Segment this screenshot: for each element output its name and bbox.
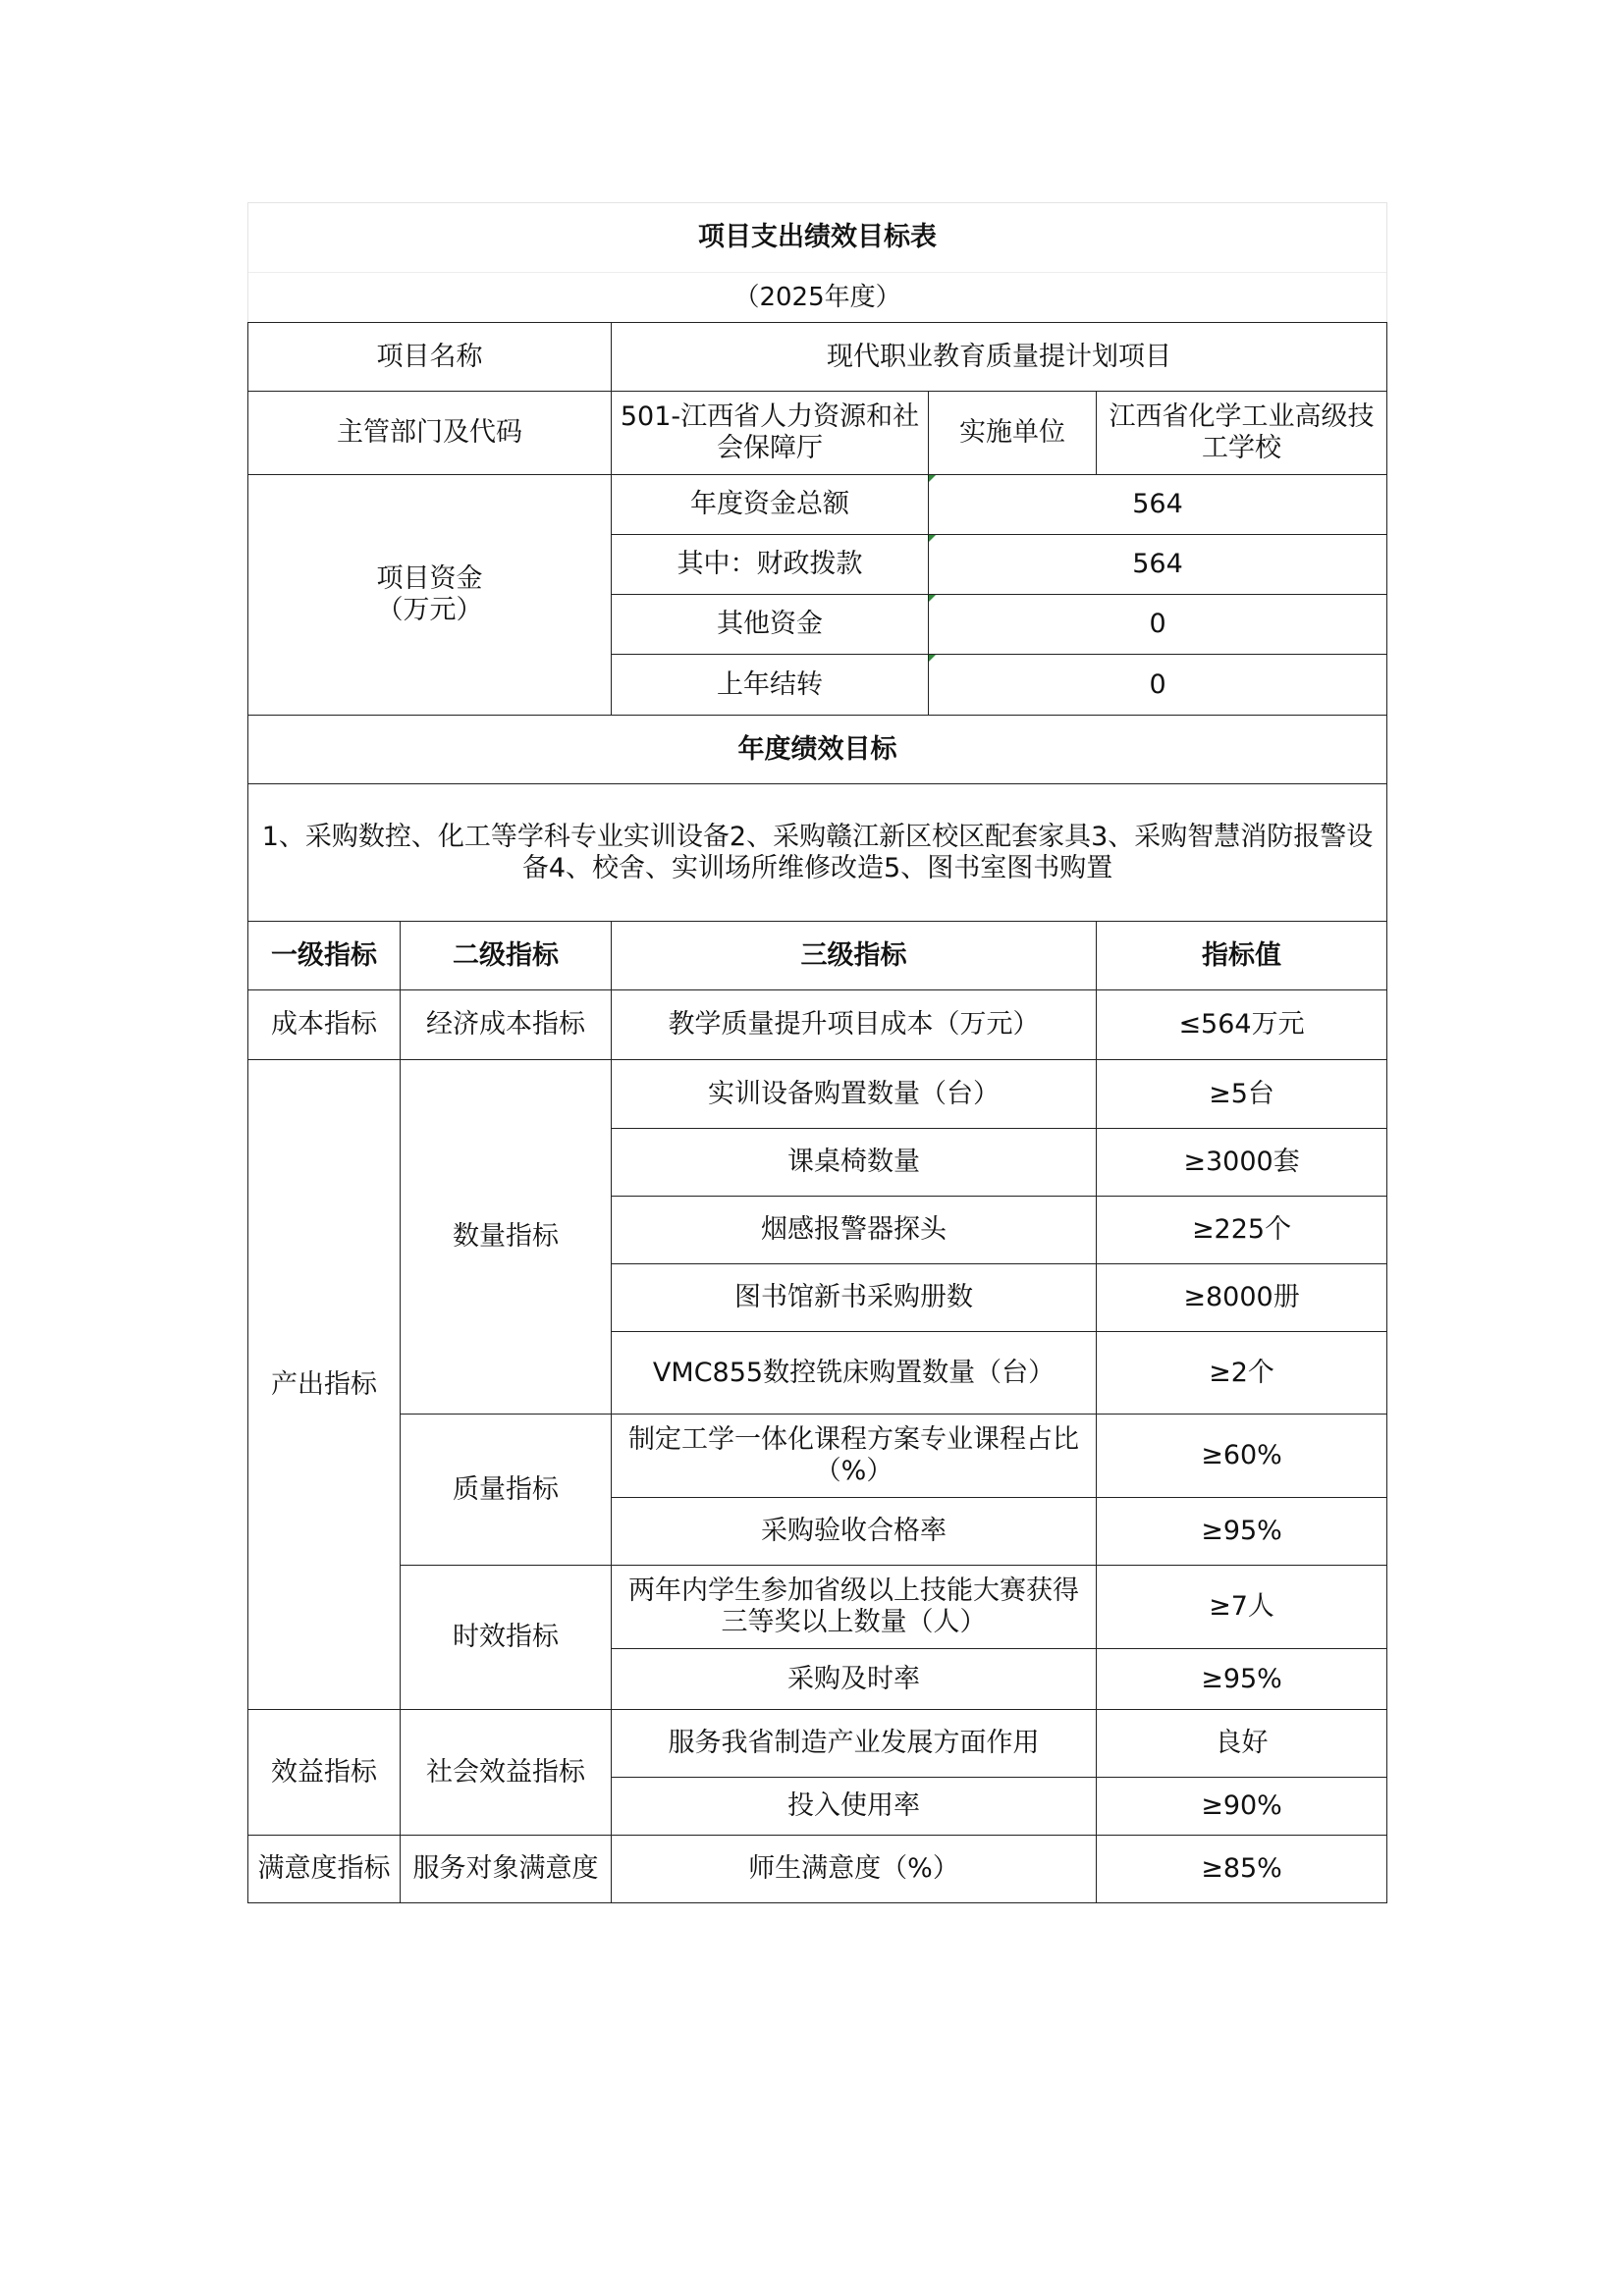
- indicator-row: [248, 1710, 1387, 1778]
- annual-goal-text-row: [248, 784, 1387, 922]
- level1-output: 产出指标: [248, 1060, 401, 1710]
- indicator-value: ≥85%: [1097, 1836, 1387, 1903]
- project-name-label: 项目名称: [248, 323, 612, 392]
- level1-benefit: 效益指标: [248, 1710, 401, 1836]
- indicator-row: [248, 1060, 1387, 1129]
- indicator-name: 制定工学一体化课程方案专业课程占比（%）: [612, 1415, 1097, 1498]
- indicator-name: 投入使用率: [612, 1778, 1097, 1836]
- indicator-value: ≤564万元: [1097, 990, 1387, 1060]
- indicator-value: ≥7人: [1097, 1566, 1387, 1649]
- document-title: 项目支出绩效目标表: [248, 203, 1387, 273]
- indicator-name: 教学质量提升项目成本（万元）: [612, 990, 1097, 1060]
- performance-target-table: [247, 202, 1387, 1903]
- funds-row-label: 其中：财政拨款: [612, 535, 929, 595]
- indicator-header-row: [248, 922, 1387, 990]
- funds-label: 项目资金 （万元）: [248, 475, 612, 716]
- indicator-value: ≥2个: [1097, 1332, 1387, 1415]
- level1-satisfaction: 满意度指标: [248, 1836, 401, 1903]
- indicator-value: ≥60%: [1097, 1415, 1387, 1498]
- annual-goal-text: 1、采购数控、化工等学科专业实训设备2、采购赣江新区校区配套家具3、采购智慧消防报警设备4、校舍、实训场所维修改造5、图书室图书购置: [248, 784, 1387, 922]
- indicator-name: 师生满意度（%）: [612, 1836, 1097, 1903]
- indicator-row: [248, 1836, 1387, 1903]
- header-value: 指标值: [1097, 922, 1387, 990]
- indicator-row: [248, 1566, 1387, 1649]
- header-level3: 三级指标: [612, 922, 1097, 990]
- header-level2: 二级指标: [401, 922, 612, 990]
- performance-sheet: [247, 202, 1386, 1903]
- level1-cost: 成本指标: [248, 990, 401, 1060]
- indicator-value: ≥95%: [1097, 1498, 1387, 1566]
- indicator-value: ≥90%: [1097, 1778, 1387, 1836]
- annual-goal-header-row: [248, 716, 1387, 784]
- department-label: 主管部门及代码: [248, 392, 612, 475]
- department-row: [248, 392, 1387, 475]
- indicator-value: 良好: [1097, 1710, 1387, 1778]
- level2-quantity: 数量指标: [401, 1060, 612, 1415]
- level2-timeliness: 时效指标: [401, 1566, 612, 1710]
- indicator-value: ≥225个: [1097, 1197, 1387, 1264]
- project-name-value: 现代职业教育质量提计划项目: [612, 323, 1387, 392]
- funds-row-value: 564: [929, 475, 1387, 535]
- funds-row-value: 0: [929, 655, 1387, 716]
- funds-row-label: 其他资金: [612, 595, 929, 655]
- header-level1: 一级指标: [248, 922, 401, 990]
- title-row: [248, 203, 1387, 273]
- funds-row-value: 0: [929, 595, 1387, 655]
- funds-row: [248, 475, 1387, 535]
- level2-quality: 质量指标: [401, 1415, 612, 1566]
- indicator-row: [248, 990, 1387, 1060]
- funds-row-value: 564: [929, 535, 1387, 595]
- funds-row-label: 上年结转: [612, 655, 929, 716]
- indicator-value: ≥5台: [1097, 1060, 1387, 1129]
- indicator-value: ≥8000册: [1097, 1264, 1387, 1332]
- level2-social-benefit: 社会效益指标: [401, 1710, 612, 1836]
- level2-economic-cost: 经济成本指标: [401, 990, 612, 1060]
- indicator-name: VMC855数控铣床购置数量（台）: [612, 1332, 1097, 1415]
- indicator-name: 图书馆新书采购册数: [612, 1264, 1097, 1332]
- indicator-name: 实训设备购置数量（台）: [612, 1060, 1097, 1129]
- level2-service-satisfaction: 服务对象满意度: [401, 1836, 612, 1903]
- indicator-name: 两年内学生参加省级以上技能大赛获得三等奖以上数量（人）: [612, 1566, 1097, 1649]
- indicator-name: 服务我省制造产业发展方面作用: [612, 1710, 1097, 1778]
- indicator-name: 采购及时率: [612, 1649, 1097, 1710]
- implementing-unit-value: 江西省化学工业高级技工学校: [1097, 392, 1387, 475]
- project-name-row: [248, 323, 1387, 392]
- indicator-row: [248, 1415, 1387, 1498]
- indicator-value: ≥3000套: [1097, 1129, 1387, 1197]
- department-value: 501-江西省人力资源和社会保障厅: [612, 392, 929, 475]
- indicator-name: 课桌椅数量: [612, 1129, 1097, 1197]
- indicator-value: ≥95%: [1097, 1649, 1387, 1710]
- implementing-unit-label: 实施单位: [929, 392, 1097, 475]
- annual-goal-label: 年度绩效目标: [248, 716, 1387, 784]
- document-year: （2025年度）: [248, 273, 1387, 323]
- indicator-name: 采购验收合格率: [612, 1498, 1097, 1566]
- year-row: [248, 273, 1387, 323]
- funds-row-label: 年度资金总额: [612, 475, 929, 535]
- indicator-name: 烟感报警器探头: [612, 1197, 1097, 1264]
